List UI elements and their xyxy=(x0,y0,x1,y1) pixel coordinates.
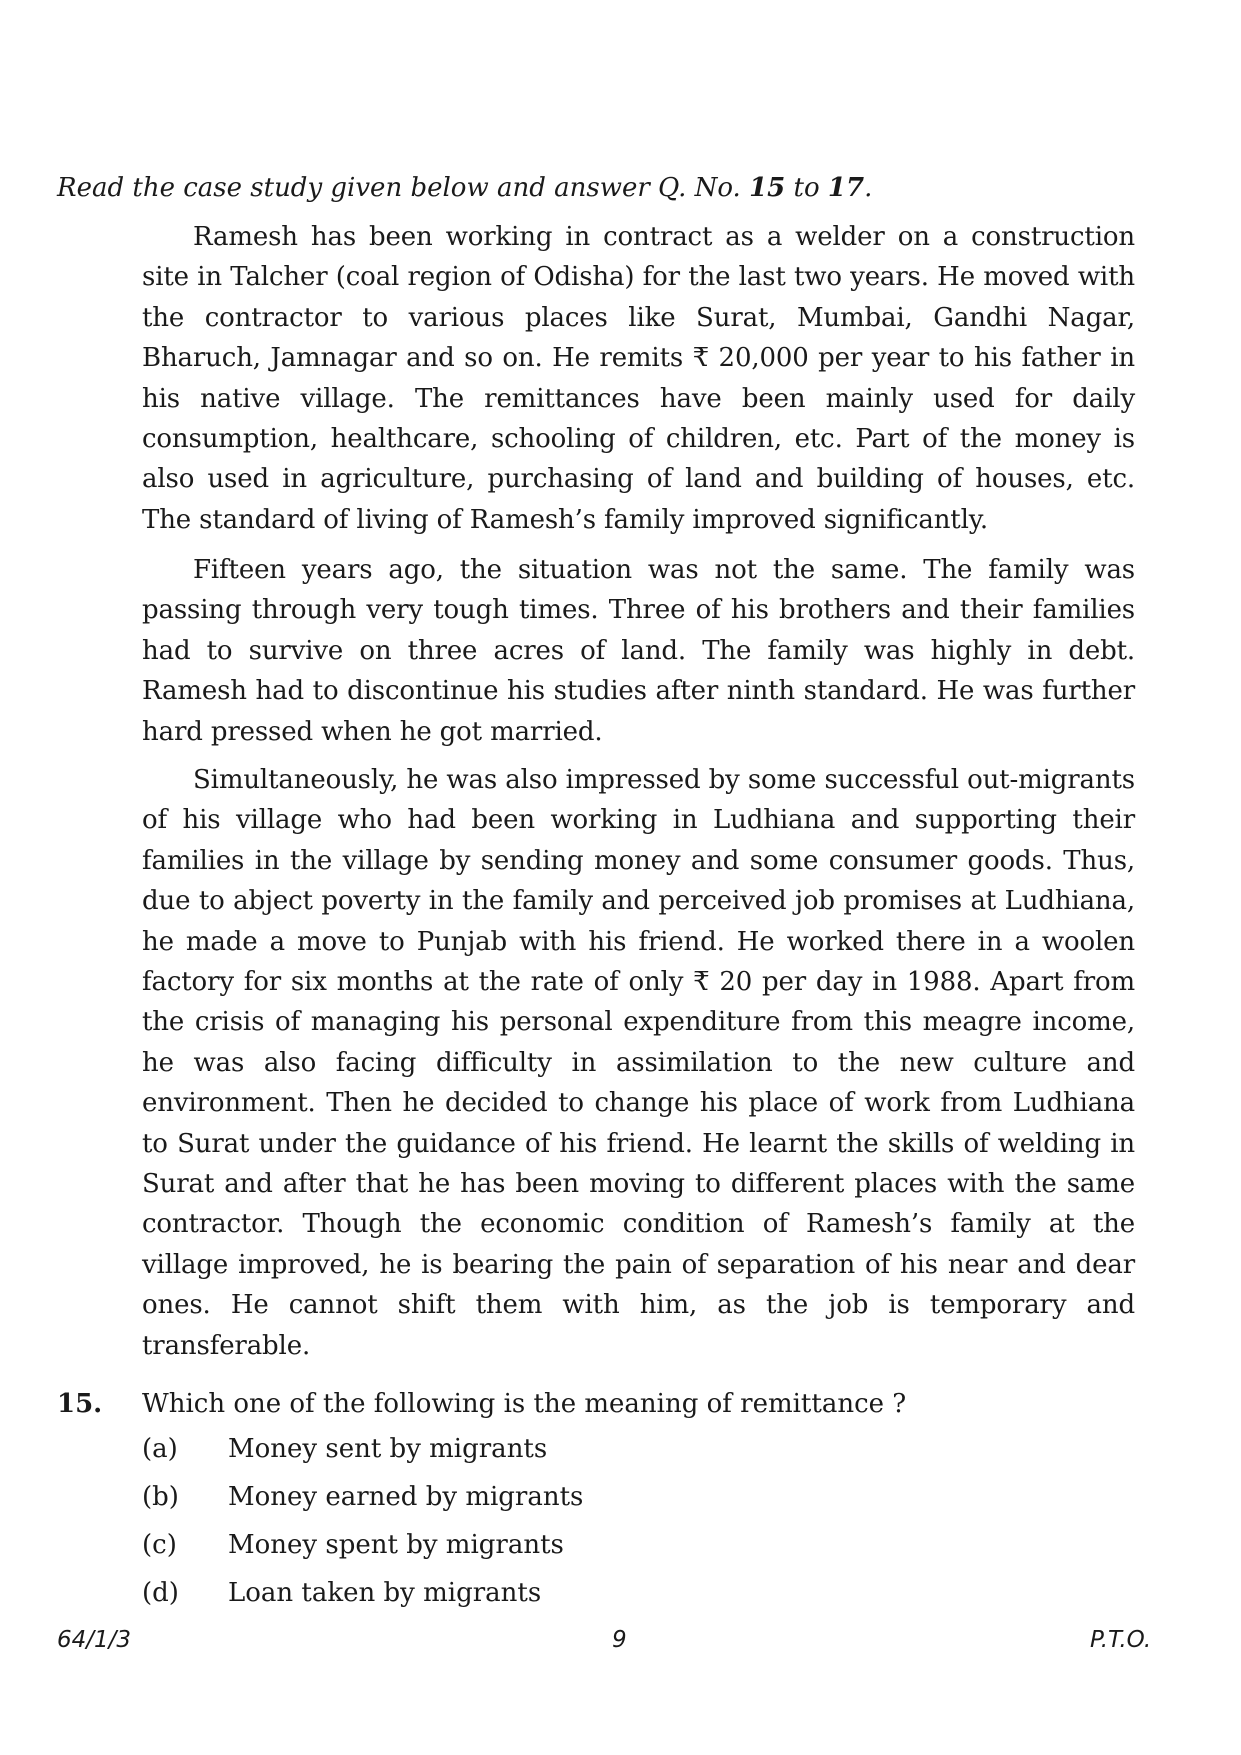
instruction-text: Read the case study given below and answer Q. No. xyxy=(57,173,750,203)
option-text: Money sent by migrants xyxy=(228,1434,548,1464)
question-range-end: 17 xyxy=(827,173,865,203)
answer-options xyxy=(142,1429,583,1621)
question-text: Which one of the following is the meaning of remittance ? xyxy=(142,1389,907,1419)
page-number: 9 xyxy=(612,1627,627,1653)
case-study-instruction xyxy=(57,168,1137,208)
passage-paragraph-2: Fifteen years ago, the situation was not the same. The family was passing through very tough times. Three of his brothers and their families had to survive on three acres of land. The family was highly in debt. Ramesh had to discontinue his studies after ninth standard. He was further hard pressed when he got married. xyxy=(142,555,1135,747)
question-number: 15. xyxy=(57,1389,103,1419)
option-label: (b) xyxy=(142,1482,179,1512)
passage-paragraph-3: Simultaneously, he was also impressed by some successful out-migrants of his village who had been working in Ludhiana and supporting their families in the village by sending money and some consumer goods. Thus, due to abject poverty in the family and perceived job promises at Ludhiana, he made a move to Punjab with his friend. He worked there in a woolen factory for six months at the rate of only ₹ 20 per day in 1988. Apart from the crisis of managing his personal expenditure from this meagre income, he was also facing difficulty in assimilation to the new culture and environment. Then he decided to change his place of work from Ludhiana to Surat under the guidance of his friend. He learnt the skills of welding in Surat and after that he has been moving to different places with the same contractor. Though the economic condition of Ramesh’s family at the village improved, he is bearing the pain of separation of his near and dear ones. He cannot shift them with him, as the job is temporary and transferable. xyxy=(142,765,1135,1361)
instruction-connector: to xyxy=(785,173,828,203)
passage-paragraph-1: Ramesh has been working in contract as a welder on a construction site in Talcher (coal region of Odisha) for the last two years. He moved with the contractor to various places like Surat, Mumbai, Gandhi Nagar, Bharuch, Jamnagar and so on. He remits ₹ 20,000 per year to his father in his native village. The remittances have been mainly used for daily consumption, healthcare, schooling of children, etc. Part of the money is also used in agriculture, purchasing of land and building of houses, etc. The standard of living of Ramesh’s family improved significantly. xyxy=(142,222,1135,535)
question-range-start: 15 xyxy=(749,173,786,203)
option-text: Loan taken by migrants xyxy=(228,1578,542,1608)
option-text: Money earned by migrants xyxy=(228,1482,584,1512)
paper-code: 64/1/3 xyxy=(57,1627,132,1653)
option-a xyxy=(142,1429,583,1477)
option-d xyxy=(142,1573,583,1621)
option-label: (a) xyxy=(142,1434,178,1464)
option-c xyxy=(142,1525,583,1573)
please-turn-over: P.T.O. xyxy=(1090,1627,1152,1653)
option-label: (d) xyxy=(142,1578,179,1608)
option-label: (c) xyxy=(142,1530,177,1560)
instruction-end: . xyxy=(864,173,873,203)
option-text: Money spent by migrants xyxy=(228,1530,564,1560)
option-b xyxy=(142,1477,583,1525)
